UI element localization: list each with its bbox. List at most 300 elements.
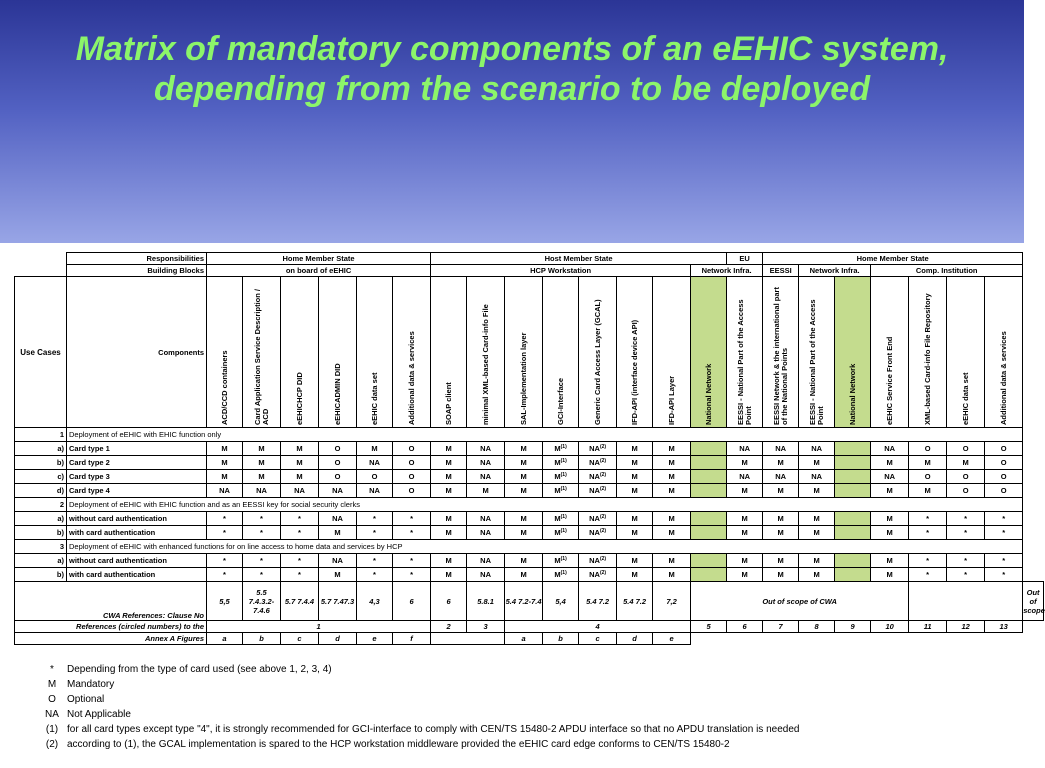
reference-number: 7	[763, 621, 799, 633]
component-label: eEHIC data set	[369, 372, 379, 425]
legend	[40, 662, 1000, 752]
matrix-cell: *	[243, 526, 281, 540]
matrix-cell: *	[393, 526, 431, 540]
blank-cell	[727, 633, 763, 645]
matrix-cell: NA	[357, 484, 393, 498]
matrix-cell: *	[947, 568, 985, 582]
cwa-value: 5.4 7.2	[579, 582, 617, 621]
matrix-cell: NA	[467, 568, 505, 582]
annex-letter: e	[357, 633, 393, 645]
legend-item	[40, 707, 1000, 722]
component-header	[281, 277, 319, 428]
matrix-cell: NA$^{(2)}$	[579, 568, 617, 582]
row-letter: b)	[15, 456, 67, 470]
matrix-cell: NA	[357, 456, 393, 470]
cwa-out-of-scope: Out of scope of CWA	[691, 582, 909, 621]
matrix-cell: *	[357, 512, 393, 526]
matrix-cell: NA	[871, 442, 909, 456]
references-row	[15, 621, 1044, 633]
annex-letter: d	[319, 633, 357, 645]
matrix-cell: M	[505, 554, 543, 568]
section-title: Deployment of eEHIC with enhanced functions for on line access to home data and services by HCP	[67, 540, 1023, 554]
component-header	[617, 277, 653, 428]
matrix-cell: M	[871, 456, 909, 470]
matrix-cell: NA	[281, 484, 319, 498]
matrix-cell: *	[357, 568, 393, 582]
matrix-cell: O	[357, 470, 393, 484]
references-label: References (circled numbers) to the	[15, 621, 207, 633]
building-block-group: on board of eEHIC	[207, 265, 431, 277]
matrix-cell: *	[909, 568, 947, 582]
component-header	[799, 277, 835, 428]
annex-letter: e	[653, 633, 691, 645]
matrix-cell: *	[243, 568, 281, 582]
matrix-cell	[691, 526, 727, 540]
annex-row	[15, 633, 1044, 645]
matrix-cell: *	[985, 568, 1023, 582]
matrix-cell: O	[985, 470, 1023, 484]
matrix-cell: *	[909, 526, 947, 540]
component-label: IFD-API Layer	[666, 375, 676, 425]
matrix-cell: O	[319, 442, 357, 456]
blank-cell	[909, 633, 947, 645]
matrix-cell: NA	[467, 470, 505, 484]
matrix-cell: NA$^{(2)}$	[579, 484, 617, 498]
matrix-cell: $M^{(1)}$	[543, 554, 579, 568]
component-label: SOAP client	[443, 382, 453, 425]
blank-cell	[15, 265, 67, 277]
cwa-value: 5.4 7.2-7.4	[505, 582, 543, 621]
cwa-value: 6	[431, 582, 467, 621]
matrix-cell: *	[207, 554, 243, 568]
matrix-cell: *	[207, 568, 243, 582]
matrix-cell: NA	[319, 484, 357, 498]
matrix-cell: M	[431, 512, 467, 526]
matrix-cell: M	[799, 554, 835, 568]
reference-number: 2	[431, 621, 467, 633]
matrix-cell	[835, 442, 871, 456]
table-row	[15, 484, 1044, 498]
matrix-cell: *	[357, 554, 393, 568]
legend-item	[40, 722, 1000, 737]
footnote-marker: (1)	[560, 528, 567, 534]
cwa-value: 5,4	[543, 582, 579, 621]
matrix-cell: M	[763, 526, 799, 540]
matrix-cell: NA$^{(2)}$	[579, 554, 617, 568]
component-header	[467, 277, 505, 428]
responsibility-group: Home Member State	[763, 253, 1023, 265]
matrix-cell: M	[281, 442, 319, 456]
row-label: without card authentication	[67, 512, 207, 526]
row-letter: c)	[15, 470, 67, 484]
component-header	[985, 277, 1023, 428]
table-row	[15, 554, 1044, 568]
matrix-cell: M	[871, 484, 909, 498]
matrix-cell: M	[505, 526, 543, 540]
cwa-value: 5.4 7.2	[617, 582, 653, 621]
matrix-cell: $M^{(1)}$	[543, 484, 579, 498]
row-label: with card authentication	[67, 568, 207, 582]
matrix-cell: O	[985, 484, 1023, 498]
table-row	[15, 456, 1044, 470]
legend-symbol: (2)	[45, 739, 59, 750]
matrix-cell: M	[799, 568, 835, 582]
row-label: Card type 2	[67, 456, 207, 470]
matrix-cell: NA	[243, 484, 281, 498]
matrix-cell: *	[909, 512, 947, 526]
matrix-cell: NA	[319, 554, 357, 568]
matrix-cell: NA	[467, 526, 505, 540]
blank-cell	[799, 633, 835, 645]
matrix-cell: $M^{(1)}$	[543, 526, 579, 540]
component-header	[543, 277, 579, 428]
cwa-value: 7,2	[653, 582, 691, 621]
component-label: Additional data & services	[998, 331, 1008, 425]
row-letter: a)	[15, 442, 67, 456]
matrix-cell: O	[319, 470, 357, 484]
responsibility-group: Host Member State	[431, 253, 727, 265]
component-header	[909, 277, 947, 428]
reference-number: 1	[207, 621, 431, 633]
legend-symbol: O	[48, 694, 56, 705]
footnote-marker: (1)	[560, 486, 567, 492]
matrix-cell: M	[243, 456, 281, 470]
footnote-marker: (1)	[560, 556, 567, 562]
matrix-cell: *	[281, 568, 319, 582]
matrix-cell: M	[431, 456, 467, 470]
section-row	[15, 540, 1044, 554]
matrix-cell: M	[799, 512, 835, 526]
footnote-marker: (2)	[599, 556, 607, 562]
matrix-cell: M	[467, 484, 505, 498]
matrix-cell: *	[281, 526, 319, 540]
row-label: without card authentication	[67, 554, 207, 568]
matrix-cell: M	[319, 568, 357, 582]
matrix-cell: NA	[467, 456, 505, 470]
row-label: Card type 1	[67, 442, 207, 456]
matrix-cell: M	[871, 526, 909, 540]
reference-number: 10	[871, 621, 909, 633]
row-letter: d)	[15, 484, 67, 498]
cwa-value: 5.7 7.4.4	[281, 582, 319, 621]
cwa-value: 5.8.1	[467, 582, 505, 621]
matrix-cell	[691, 470, 727, 484]
component-label: SAL-Implementation layer	[518, 332, 528, 425]
matrix-cell: M	[617, 512, 653, 526]
blank-cell	[15, 253, 67, 265]
matrix-cell: M	[763, 484, 799, 498]
blank-cell	[431, 633, 505, 645]
matrix-cell: *	[985, 512, 1023, 526]
matrix-cell: M	[871, 554, 909, 568]
matrix-cell: M	[617, 470, 653, 484]
reference-number: 13	[985, 621, 1023, 633]
matrix-cell: M	[763, 512, 799, 526]
component-label: National Network	[703, 363, 713, 425]
matrix-cell: M	[727, 512, 763, 526]
matrix-cell: M	[653, 512, 691, 526]
matrix-cell: *	[393, 554, 431, 568]
matrix-cell: *	[207, 526, 243, 540]
footnote-marker: (1)	[560, 472, 567, 478]
matrix-cell: NA	[763, 470, 799, 484]
matrix-cell: M	[281, 470, 319, 484]
matrix-cell: *	[947, 554, 985, 568]
section-row	[15, 428, 1044, 442]
building-block-group: HCP Workstation	[431, 265, 691, 277]
matrix-cell: O	[393, 456, 431, 470]
annex-letter: f	[393, 633, 431, 645]
blank-cell	[947, 633, 985, 645]
section-row	[15, 498, 1044, 512]
component-label: IFD-API (interface device API)	[629, 319, 639, 425]
matrix-cell: O	[985, 456, 1023, 470]
annex-letter: b	[543, 633, 579, 645]
matrix-cell: M	[653, 484, 691, 498]
footnote-marker: (2)	[599, 570, 607, 576]
row-label: Card type 3	[67, 470, 207, 484]
matrix-cell: NA$^{(2)}$	[579, 512, 617, 526]
matrix-cell	[691, 484, 727, 498]
title-banner	[0, 0, 1024, 243]
row-letter: a)	[15, 554, 67, 568]
matrix-cell: M	[505, 456, 543, 470]
matrix-cell	[691, 568, 727, 582]
matrix-cell: $M^{(1)}$	[543, 470, 579, 484]
responsibility-group: EU	[727, 253, 763, 265]
building-blocks-label: Building Blocks	[67, 265, 207, 277]
footnote-marker: (1)	[560, 514, 567, 520]
building-block-group: Comp. Institution	[871, 265, 1023, 277]
slide-title: Matrix of mandatory components of an eEHIC system, depending from the scenario to be deployed	[75, 30, 949, 108]
legend-text: for all card types except type "4", it is strongly recommended for GCI-interface to comply with CEN/TS 15480-2 APDU interface so that no APDU translation is needed	[67, 724, 800, 735]
row-label: with card authentication	[67, 526, 207, 540]
matrix-cell: M	[727, 554, 763, 568]
component-header	[431, 277, 467, 428]
matrix-cell: O	[947, 470, 985, 484]
section-number: 3	[15, 540, 67, 554]
building-block-group: Network Infra.	[691, 265, 763, 277]
matrix-cell	[835, 568, 871, 582]
matrix-cell: M	[207, 442, 243, 456]
footnote-marker: (1)	[560, 458, 567, 464]
matrix-cell: M	[871, 512, 909, 526]
matrix-cell: M	[617, 554, 653, 568]
matrix-cell: *	[947, 526, 985, 540]
responsibilities-label: Responsibilities	[67, 253, 207, 265]
table-row	[15, 470, 1044, 484]
matrix-cell	[835, 484, 871, 498]
legend-item	[40, 677, 1000, 692]
legend-symbol: NA	[45, 709, 59, 720]
matrix-cell: M	[431, 442, 467, 456]
row-letter: b)	[15, 526, 67, 540]
matrix-cell: NA$^{(2)}$	[579, 526, 617, 540]
responsibility-group: Home Member State	[207, 253, 431, 265]
matrix-cell: $M^{(1)}$	[543, 442, 579, 456]
legend-symbol: (1)	[45, 724, 59, 735]
section-number: 1	[15, 428, 67, 442]
matrix-cell: M	[431, 484, 467, 498]
legend-symbol: *	[50, 664, 54, 675]
matrix-cell: *	[985, 526, 1023, 540]
legend-text: Not Applicable	[67, 709, 131, 720]
component-label: eEHICADMIN DID	[332, 363, 342, 425]
matrix-cell: O	[985, 442, 1023, 456]
matrix-cell: NA	[763, 442, 799, 456]
legend-item	[40, 692, 1000, 707]
matrix-cell: M	[505, 512, 543, 526]
component-header	[393, 277, 431, 428]
matrix-cell: M	[505, 568, 543, 582]
component-label: EESSI - National Part of the Access Point	[735, 299, 753, 425]
blank-cell	[985, 633, 1023, 645]
matrix-cell: *	[243, 512, 281, 526]
legend-text: Mandatory	[67, 679, 115, 690]
matrix-cell: $M^{(1)}$	[543, 456, 579, 470]
matrix-cell	[835, 526, 871, 540]
matrix-cell: M	[617, 484, 653, 498]
component-label: EESSI - National Part of the Access Point	[807, 299, 825, 425]
matrix-cell: M	[243, 442, 281, 456]
matrix-cell: M	[243, 470, 281, 484]
matrix-cell: $M^{(1)}$	[543, 512, 579, 526]
matrix-cell: M	[763, 456, 799, 470]
matrix-cell: M	[207, 470, 243, 484]
legend-item	[40, 662, 1000, 677]
matrix-cell: M	[799, 456, 835, 470]
responsibilities-row	[15, 253, 1044, 265]
matrix-cell: *	[243, 554, 281, 568]
footnote-marker: (1)	[560, 444, 567, 450]
legend-item	[40, 737, 1000, 752]
annex-letter: b	[243, 633, 281, 645]
reference-number: 11	[909, 621, 947, 633]
matrix-cell: M	[617, 568, 653, 582]
matrix-cell	[835, 456, 871, 470]
footnote-marker: (2)	[599, 514, 607, 520]
component-label: eEHIC Service Front End	[884, 336, 894, 425]
annex-letter: d	[617, 633, 653, 645]
matrix-cell: O	[947, 442, 985, 456]
cwa-row	[15, 582, 1044, 621]
component-header	[319, 277, 357, 428]
table-row	[15, 512, 1044, 526]
matrix-cell: NA	[799, 442, 835, 456]
matrix-cell: M	[653, 568, 691, 582]
component-label: minimal XML-based Card-info File	[480, 304, 490, 425]
matrix-cell: O	[909, 442, 947, 456]
matrix-cell: *	[207, 512, 243, 526]
matrix-cell: M	[947, 456, 985, 470]
matrix-cell: *	[281, 512, 319, 526]
matrix-cell: M	[431, 526, 467, 540]
annex-letter: c	[281, 633, 319, 645]
matrix-cell: M	[799, 484, 835, 498]
building-block-group: EESSI	[763, 265, 799, 277]
matrix-cell	[691, 554, 727, 568]
matrix-cell	[835, 470, 871, 484]
footnote-marker: (2)	[599, 458, 607, 464]
table-row	[15, 526, 1044, 540]
section-title: Deployment of eEHIC with EHIC function and as an EESSI key for social security clerks	[67, 498, 1023, 512]
cwa-value: 6	[393, 582, 431, 621]
matrix-cell: *	[357, 526, 393, 540]
matrix-cell: M	[617, 442, 653, 456]
footnote-marker: (2)	[599, 528, 607, 534]
row-letter: b)	[15, 568, 67, 582]
row-letter: a)	[15, 512, 67, 526]
matrix-cell: M	[281, 456, 319, 470]
building-blocks-row	[15, 265, 1044, 277]
component-header	[835, 277, 871, 428]
matrix-cell: M	[653, 470, 691, 484]
matrix-cell: M	[727, 456, 763, 470]
cwa-value: 5.7 7.47.3	[319, 582, 357, 621]
matrix-cell: NA$^{(2)}$	[579, 442, 617, 456]
section-title: Deployment of eEHIC with EHIC function only	[67, 428, 1023, 442]
matrix-cell: O	[393, 442, 431, 456]
matrix-cell: O	[393, 470, 431, 484]
component-header	[871, 277, 909, 428]
matrix-cell: NA	[467, 554, 505, 568]
reference-number: 8	[799, 621, 835, 633]
matrix-cell: O	[947, 484, 985, 498]
matrix-cell: NA	[799, 470, 835, 484]
blank-cell	[691, 633, 727, 645]
matrix-cell: O	[319, 456, 357, 470]
matrix-cell: NA	[467, 512, 505, 526]
reference-number: 4	[505, 621, 691, 633]
matrix-cell: M	[727, 484, 763, 498]
component-header	[357, 277, 393, 428]
reference-number: 12	[947, 621, 985, 633]
component-header	[243, 277, 281, 428]
component-label: GCI-Interface	[555, 377, 565, 425]
legend-symbol: M	[47, 679, 57, 690]
reference-number: 9	[835, 621, 871, 633]
cwa-value: 4,3	[357, 582, 393, 621]
component-matrix	[14, 252, 1044, 645]
matrix-cell: M	[871, 568, 909, 582]
component-label: EESSI Network & the international part of the National Points	[771, 287, 789, 425]
matrix-cell: $M^{(1)}$	[543, 568, 579, 582]
matrix-cell: M	[909, 456, 947, 470]
component-label: XML-based Card-info File Repository	[922, 293, 932, 425]
component-label: Additional data & services	[406, 331, 416, 425]
matrix-cell	[691, 442, 727, 456]
matrix-cell: M	[799, 526, 835, 540]
matrix-cell: NA	[727, 470, 763, 484]
component-header	[947, 277, 985, 428]
component-header	[727, 277, 763, 428]
annex-letter: a	[207, 633, 243, 645]
matrix-cell: *	[985, 554, 1023, 568]
row-label: Card type 4	[67, 484, 207, 498]
table-row	[15, 568, 1044, 582]
matrix-cell: O	[909, 470, 947, 484]
blank-cell	[871, 633, 909, 645]
reference-number: 5	[691, 621, 727, 633]
component-label: Card Application Service Description / ACD	[252, 288, 270, 425]
matrix-cell: M	[727, 568, 763, 582]
annex-letter: a	[505, 633, 543, 645]
component-header	[691, 277, 727, 428]
matrix-cell: NA	[207, 484, 243, 498]
components-label: Components	[67, 277, 207, 428]
component-header	[207, 277, 243, 428]
matrix-cell: M	[431, 568, 467, 582]
